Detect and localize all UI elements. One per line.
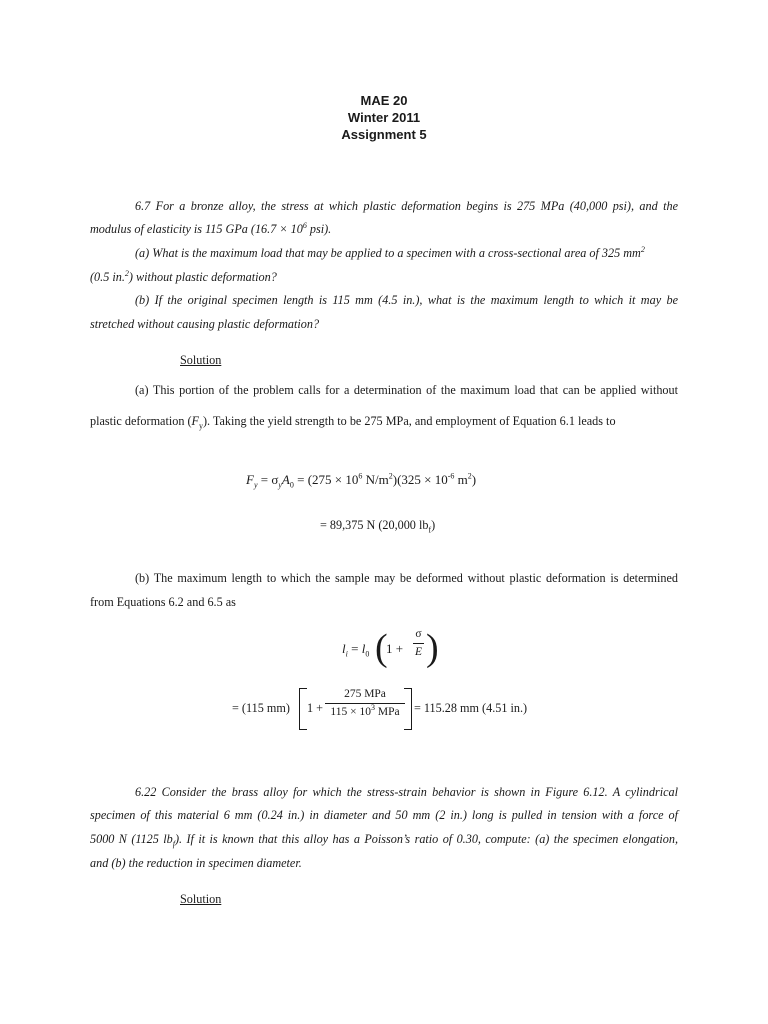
solution-a-line-1: (a) This portion of the problem calls for a determination of the maximum load that can be applied without xyxy=(135,383,678,397)
equation-yield-load: $F_y = \sigma_yA_0 = (275 \times 10^6$ $N/m^2)(325 \times 10^{-6}$ $m^2$) xyxy=(246,471,477,490)
term-title: Winter 2011 xyxy=(347,110,421,125)
solution-b-line-2: from Equations 6.2 and 6.5 as xyxy=(90,595,236,609)
assignment-title: Assignment 5 xyxy=(341,127,427,142)
problem-6-7-line-2: modulus of elasticity is 115 GPa ($16.7 \times 10^6$ psi). xyxy=(90,220,332,236)
solution-a-line-2: plastic deformation $(F_y)$. Taking the yield strength to be 275 MPa, and employment of Equation 6.1 leads to xyxy=(90,414,616,431)
solution-b-line-1: (b) The maximum length to which the sample may be deformed without plastic deformation is determined xyxy=(135,571,678,585)
problem-6-7-line-5: (b) If the original specimen length is 115 mm (4.5 in.), what is the maximum length to which it may be xyxy=(135,293,678,307)
problem-6-7-line-4: (0.5 in.$^2$) without plastic deformation? xyxy=(90,268,277,284)
problem-6-7-line-6: stretched without causing plastic deformation? xyxy=(90,317,320,331)
problem-6-7-line-1: 6.7 For a bronze alloy, the stress at which plastic deformation begins is 275 MPa (40,000 psi), and the xyxy=(135,199,678,213)
problem-6-22-line-1: 6.22 Consider the brass alloy for which the stress-strain behavior is shown in Figure 6.12. A cylindrical xyxy=(135,785,678,799)
solution-heading-2: Solution xyxy=(180,892,222,906)
equation-max-length-result: = (115 mm) 1 + 275 MPa $115 \times 10^3$ MPa = 115.28 mm (4.51 in.) xyxy=(232,688,552,730)
problem-6-22-line-4: and (b) the reduction in specimen diameter. xyxy=(90,856,302,870)
problem-6-22-line-2: specimen of this material 6 mm (0.24 in.) in diameter and 50 mm (2 in.) long is pulled in tension with a force of xyxy=(90,808,678,822)
course-title: MAE 20 xyxy=(360,93,408,108)
problem-6-22-line-3: 5000 N (1125 $lb_f$). If it is known that this alloy has a Poisson’s ratio of 0.30, compute: (a) the specimen elongation, xyxy=(90,832,678,849)
solution-heading-1: Solution xyxy=(180,353,222,367)
document-page: MAE 20 Winter 2011 Assignment 5 6.7 For a bronze alloy, the stress at which plastic deformation begins is 275 MPa (40,000 psi), and the modulus of elasticity is 115 GPa ($16.7 \times 10^6$ psi). (a) What is the maximum load that may be applied to a specimen with a cross-sectional area of 325 $mm^2$ (0.5 in.$^2$) without plastic deformation? (b) If the original specimen length is 115 mm (4.5 in.), what is the maximum length to which it may be stretched without causing plastic deformation? Solution (a) This portion of the problem calls for a determination of the maximum load that can be applied without plastic deformation $(F_y)$. Taking the yield strength to be 275 MPa, and employment of Equation 6.1 leads to $F_y = \sigma_yA_0 = (275 \times 10^6$ $N/m^2)(325 \times 10^{-6}$ $m^2$) = 89,375 N (20,000 $lb_f$) (b) The maximum length to which the sample may be deformed without plastic deformation is determined from Equations 6.2 and 6.5 as $l_i = l_0$ ( 1 + $\frac{\sigma}{E}$ ) = (115 mm) 1 + 275 MPa $115 \times 10^3$ MPa = 115.28 mm (4.51 in.) 6.22 Consider the brass alloy for which the stress-strain behavior is shown in Figure 6.12. A cylindrical specimen of this material 6 mm (0.24 in.) in diameter and 50 mm (2 in.) long is pulled in tension with a force of 5000 N (1125 $lb_f$). If it is known that this alloy has a Poisson’s ratio of 0.30, compute: (a) the specimen elongation, and (b) the reduction in specimen diameter. Solution xyxy=(0,0,768,1024)
problem-6-7-line-3: (a) What is the maximum load that may be applied to a specimen with a cross-sectional area of 325 $mm^2$ xyxy=(135,244,645,260)
equation-yield-load-result: = 89,375 N (20,000 $lb_f$) xyxy=(320,518,436,535)
